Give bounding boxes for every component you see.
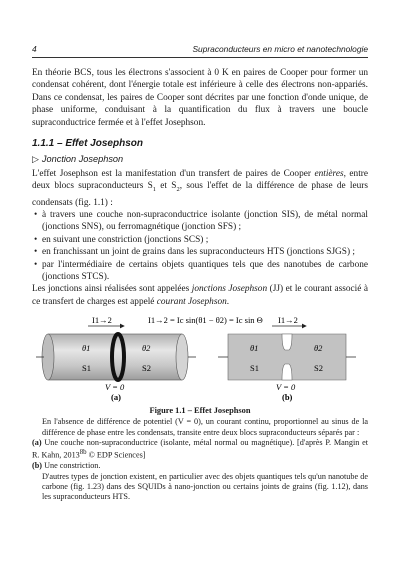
- caption-a-label: (a): [32, 438, 42, 448]
- header-rule: [32, 57, 368, 58]
- junctions-paragraph: [32, 283, 368, 308]
- caption-paragraph: D'autres types de jonction existent, en particulier avec des objets quantiques tels qu'un nanotube de carbone (fig. 1.23) dans des SQUIDs à nano-jonction ou certains joints de grains (fig. 1.12), dans les supraconducteurs HTS.: [42, 471, 368, 502]
- s2-b: S2: [314, 363, 323, 374]
- figure-caption: [32, 406, 368, 502]
- caption-b-text: Une constriction.: [42, 461, 101, 471]
- theta2-a: θ2: [142, 343, 151, 354]
- para2-text-2: , entre deux blocs supraconducteurs S: [32, 168, 368, 192]
- figure-josephson: [32, 314, 368, 404]
- caption-title: Figure 1.1 – Effet Josephson: [149, 406, 251, 416]
- list-item: • par l'intermédiaire de certains objets quantiques tels que des nanotubes de carbone (jonctions STCS).: [42, 259, 368, 284]
- para2-sub-1: 1: [152, 186, 157, 194]
- caption-item-a: [32, 438, 368, 461]
- josephson-equation: I1→2 = Ic sin(θ1 − θ2) = Ic sin Θ: [148, 315, 263, 326]
- current-label-b: I1→2: [278, 315, 298, 326]
- caption-a-text: Une couche non-supraconductrice (isolante, métal normal ou magnétique). [d'après P. Mangin et R. Kahn, 2013: [32, 438, 368, 461]
- notch-top: [282, 334, 292, 350]
- josephson-paragraph: [32, 168, 368, 209]
- running-title: Supraconducteurs en micro et nanotechnologie: [192, 44, 368, 54]
- voltage-b: V = 0: [276, 382, 296, 393]
- caption-line-1: En l'absence de différence de potentiel (V = 0), un courant continu, proportionnel au sinus de la différence de phase entre les condensats, transite entre deux blocs supraconducteurs séparés par :: [42, 417, 368, 437]
- para3-em-1: jonctions Josephson: [191, 284, 268, 295]
- para3-text-1: Les jonctions ainsi réalisées sont appelées: [32, 284, 192, 295]
- list-item: • en franchissant un joint de grains dans les supraconducteurs HTS (jonctions SJGS) ;: [42, 246, 368, 258]
- label-b: (b): [282, 392, 293, 403]
- para3-text-2: (JJ) et le courant associé à ce transfert de charges est appelé: [32, 284, 368, 307]
- junction-list: [32, 209, 368, 283]
- list-item: • en suivant une constriction (jonctions SCS) ;: [42, 234, 368, 246]
- junction-b: [218, 315, 356, 402]
- para2-sub-2: 2: [176, 186, 180, 194]
- theta1-a: θ1: [82, 343, 91, 354]
- page-body: [32, 67, 368, 503]
- para3-em-2: courant Josephson: [156, 296, 227, 307]
- current-label-a: I1→2: [92, 315, 112, 326]
- voltage-a: V = 0: [105, 382, 125, 393]
- page-number: 4: [32, 44, 37, 54]
- running-header: [32, 44, 368, 58]
- notch-bottom: [282, 364, 292, 380]
- s1-a: S1: [82, 363, 91, 374]
- list-item: • à travers une couche non-supraconductrice isolante (jonction SIS), de métal normal (jonctions SNS), ou ferromagnétique (jonction SFS) ;: [42, 209, 368, 234]
- para2-em: entières: [314, 168, 344, 179]
- caption-a-tail: © EDP Sciences]: [86, 451, 146, 461]
- caption-item-b: [32, 461, 368, 471]
- junction-a: [36, 315, 196, 402]
- para2-text-4: , sous l'effet de la différence de phase de leurs condensats (fig. 1.1) :: [32, 181, 368, 208]
- caption-b-label: (b): [32, 461, 43, 471]
- para2-text-1: L'effet Josephson est la manifestation d'un transfert de paires de Cooper: [32, 168, 315, 179]
- cylinder-end-right: [176, 334, 188, 380]
- triangle-marker-icon: ▷: [32, 154, 39, 165]
- theta2-b: θ2: [314, 343, 323, 354]
- subsection-heading: [32, 153, 368, 165]
- s1-b: S1: [250, 363, 259, 374]
- label-a: (a): [111, 392, 121, 403]
- caption-a-ref: 8b: [79, 449, 87, 457]
- section-title: 1.1.1 – Effet Josephson: [32, 138, 143, 150]
- intro-paragraph: En théorie BCS, tous les électrons s'associent à 0 K en paires de Cooper pour former un condensat cohérent, dont l'énergie totale est inférieure à celle des électrons non-appariés. Dans ce condensat, les paires de Cooper sont décrites par une fonction d'onde unique, de phase uniforme, conduisant à la quantification du flux à travers une boucle supraconductrice fermée et à l'effet Josephson.: [32, 68, 368, 128]
- para2-text-3: et S: [156, 181, 177, 192]
- figure-diagram: [32, 314, 368, 404]
- subsection-title: Jonction Josephson: [41, 154, 124, 165]
- s2-a: S2: [142, 363, 151, 374]
- para3-text-3: .: [226, 296, 230, 307]
- theta1-b: θ1: [250, 343, 259, 354]
